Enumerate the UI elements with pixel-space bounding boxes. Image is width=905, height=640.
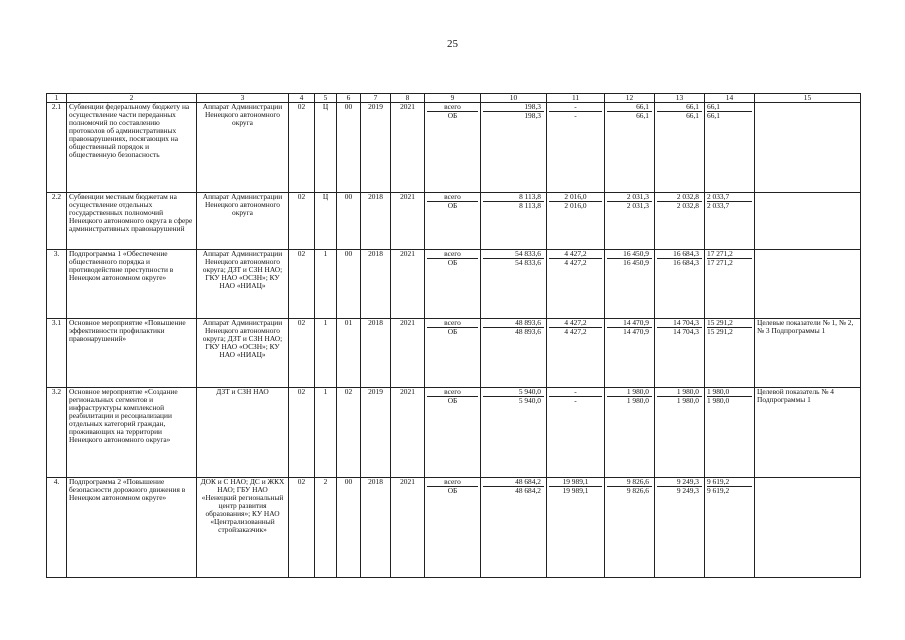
- funding-source-cell-total: всего: [427, 193, 478, 202]
- event-name-cell: Основное мероприятие «Создание региональных сегментов и инфраструктуры комплексной реабилитации и ресоциализации отдельных категорий граждан, проживающих на территории Ненецкого автономного округа»: [67, 388, 197, 478]
- target-indicators-cell: Целевые показатели № 1, № 2, № 3 Подпрограммы 1: [755, 319, 861, 388]
- amount-2020-cell-ob: 16 684,3: [673, 258, 699, 267]
- header-cell: 1: [47, 94, 67, 103]
- executor-cell: Аппарат Администрации Ненецкого автономного округа: [197, 193, 289, 250]
- funding-source-cell-total: всего: [427, 388, 478, 397]
- row-number-cell: 3.1: [47, 319, 67, 388]
- amount-total-cell: [481, 478, 547, 578]
- amount-2020-cell: [655, 478, 705, 578]
- amount-2018-cell-ob: 4 427,2: [564, 258, 587, 267]
- amount-total-cell: [481, 193, 547, 250]
- executor-cell: Аппарат Администрации Ненецкого автономного округа: [197, 103, 289, 193]
- table-row: [47, 478, 861, 578]
- funding-source-cell: [425, 478, 481, 578]
- amount-2021-cell-ob: 2 033,7: [707, 201, 730, 210]
- amount-2018-cell-total: 19 989,1: [549, 478, 602, 487]
- year-start-cell: 2018: [361, 319, 391, 388]
- event-name-cell: Подпрограмма 2 «Повышение безопасности дорожного движения в Ненецком автономном округе»: [67, 478, 197, 578]
- event-name-cell: Субвенции федеральному бюджету на осуществление части переданных полномочий по составлению протоколов об административных правонарушениях, посягающих на общественный порядок и общественную безопасность: [67, 103, 197, 193]
- funding-source-cell-total: всего: [427, 478, 478, 487]
- amount-2018-cell-ob: 4 427,2: [564, 327, 587, 336]
- amount-2021-cell: [705, 193, 755, 250]
- year-start-cell: 2019: [361, 388, 391, 478]
- amount-2019-cell: [605, 193, 655, 250]
- amount-2020-cell-ob: 2 032,8: [676, 201, 699, 210]
- header-cell: 6: [337, 94, 361, 103]
- amount-total-cell-total: 198,3: [483, 103, 544, 112]
- year-start-cell: 2018: [361, 250, 391, 319]
- code-cell: 02: [337, 388, 361, 478]
- amount-total-cell-ob: 54 833,6: [515, 258, 541, 267]
- amount-2020-cell: [655, 388, 705, 478]
- executor-cell: ДОК и С НАО; ДС и ЖКХ НАО; ГБУ НАО «Ненецкий региональный центр развития образования»; КУ НАО «Централизованный стройзаказчик»: [197, 478, 289, 578]
- amount-2018-cell-ob: -: [574, 111, 577, 120]
- funding-source-cell-total: всего: [427, 250, 478, 259]
- amount-2019-cell-ob: 9 826,6: [626, 486, 649, 495]
- code-cell: 02: [289, 478, 315, 578]
- amount-2020-cell: [655, 250, 705, 319]
- amount-2021-cell-total: 2 033,7: [707, 193, 752, 202]
- header-cell: 15: [755, 94, 861, 103]
- amount-2019-cell-total: 14 470,9: [607, 319, 652, 328]
- amount-2021-cell-ob: 66,1: [707, 111, 720, 120]
- header-cell: 14: [705, 94, 755, 103]
- amount-2020-cell-total: 66,1: [657, 103, 702, 112]
- amount-2019-cell: [605, 103, 655, 193]
- row-number-cell: 3.: [47, 250, 67, 319]
- header-cell: 4: [289, 94, 315, 103]
- amount-total-cell-total: 48 893,6: [483, 319, 544, 328]
- amount-total-cell-ob: 198,3: [524, 111, 541, 120]
- amount-total-cell-ob: 48 893,6: [515, 327, 541, 336]
- row-number-cell: 3.2: [47, 388, 67, 478]
- table-row: [47, 193, 861, 250]
- amount-2018-cell: [547, 103, 605, 193]
- year-start-cell: 2019: [361, 103, 391, 193]
- code-cell: 1: [315, 319, 337, 388]
- amount-2019-cell: [605, 319, 655, 388]
- amount-2020-cell-ob: 1 980,0: [676, 396, 699, 405]
- funding-source-cell-ob: ОБ: [447, 258, 458, 267]
- row-number-cell: 2.1: [47, 103, 67, 193]
- event-name-cell: Подпрограмма 1 «Обеспечение общественного порядка и противодействие преступности в Ненецком автономном округе»: [67, 250, 197, 319]
- row-number-cell: 2.2: [47, 193, 67, 250]
- amount-2019-cell-ob: 14 470,9: [623, 327, 649, 336]
- funding-source-cell-total: всего: [427, 319, 478, 328]
- header-cell: 13: [655, 94, 705, 103]
- amount-2018-cell-total: -: [549, 103, 602, 112]
- amount-2020-cell-total: 1 980,0: [657, 388, 702, 397]
- amount-2021-cell-total: 15 291,2: [707, 319, 752, 328]
- code-cell: 00: [337, 103, 361, 193]
- executor-cell: ДЗТ и СЗН НАО: [197, 388, 289, 478]
- amount-2018-cell-total: 4 427,2: [549, 319, 602, 328]
- year-end-cell: 2021: [391, 478, 425, 578]
- target-indicators-cell: [755, 250, 861, 319]
- code-cell: 02: [289, 388, 315, 478]
- executor-cell: Аппарат Администрации Ненецкого автономного округа; ДЗТ и СЗН НАО; ГКУ НАО «ОСЗН»; КУ НАО «НИАЦ»: [197, 319, 289, 388]
- amount-2019-cell-ob: 1 980,0: [626, 396, 649, 405]
- amount-total-cell: [481, 388, 547, 478]
- amount-2021-cell-ob: 1 980,0: [707, 396, 730, 405]
- year-start-cell: 2018: [361, 478, 391, 578]
- target-indicators-cell: [755, 103, 861, 193]
- code-cell: 1: [315, 388, 337, 478]
- code-cell: 2: [315, 478, 337, 578]
- amount-2018-cell: [547, 250, 605, 319]
- amount-2021-cell-total: 17 271,2: [707, 250, 752, 259]
- amount-2018-cell-ob: -: [574, 396, 577, 405]
- amount-total-cell-total: 48 684,2: [483, 478, 544, 487]
- header-row: [47, 94, 861, 103]
- amount-2021-cell-total: 9 619,2: [707, 478, 752, 487]
- funding-source-cell-total: всего: [427, 103, 478, 112]
- amount-2019-cell-ob: 66,1: [636, 111, 649, 120]
- amount-2019-cell: [605, 250, 655, 319]
- code-cell: 01: [337, 319, 361, 388]
- amount-2018-cell: [547, 478, 605, 578]
- amount-2018-cell-total: 4 427,2: [549, 250, 602, 259]
- header-cell: 10: [481, 94, 547, 103]
- code-cell: Ц: [315, 193, 337, 250]
- code-cell: Ц: [315, 103, 337, 193]
- funding-source-cell: [425, 388, 481, 478]
- funding-source-cell-ob: ОБ: [447, 111, 458, 120]
- year-end-cell: 2021: [391, 319, 425, 388]
- funding-source-cell: [425, 103, 481, 193]
- amount-total-cell-ob: 8 113,8: [519, 201, 541, 210]
- amount-2021-cell: [705, 250, 755, 319]
- amount-2020-cell-ob: 14 704,3: [673, 327, 699, 336]
- amount-2021-cell: [705, 478, 755, 578]
- table-row: [47, 103, 861, 193]
- header-cell: 11: [547, 94, 605, 103]
- amount-2020-cell-ob: 66,1: [686, 111, 699, 120]
- target-indicators-cell: Целевой показатель № 4 Подпрограммы 1: [755, 388, 861, 478]
- table-row: [47, 388, 861, 478]
- code-cell: 02: [289, 250, 315, 319]
- header-cell: 7: [361, 94, 391, 103]
- header-cell: 12: [605, 94, 655, 103]
- amount-2019-cell-total: 1 980,0: [607, 388, 652, 397]
- header-cell: 5: [315, 94, 337, 103]
- code-cell: 00: [337, 478, 361, 578]
- executor-cell: Аппарат Администрации Ненецкого автономного округа; ДЗТ и СЗН НАО; ГКУ НАО «ОСЗН»; КУ НАО «НИАЦ»: [197, 250, 289, 319]
- amount-2019-cell-total: 9 826,6: [607, 478, 652, 487]
- amount-2018-cell-ob: 2 016,0: [564, 201, 587, 210]
- funding-source-cell: [425, 319, 481, 388]
- amount-total-cell-ob: 5 940,0: [518, 396, 541, 405]
- amount-2021-cell-ob: 15 291,2: [707, 327, 733, 336]
- funding-source-cell: [425, 250, 481, 319]
- amount-2019-cell-ob: 2 031,3: [626, 201, 649, 210]
- code-cell: 02: [289, 319, 315, 388]
- funding-source-cell-ob: ОБ: [447, 201, 458, 210]
- amount-2020-cell-total: 9 249,3: [657, 478, 702, 487]
- code-cell: 1: [315, 250, 337, 319]
- funding-source-cell-ob: ОБ: [447, 327, 458, 336]
- event-name-cell: Основное мероприятие «Повышение эффективности профилактики правонарушений»: [67, 319, 197, 388]
- amount-total-cell-ob: 48 684,2: [515, 486, 541, 495]
- amount-total-cell-total: 54 833,6: [483, 250, 544, 259]
- funding-source-cell-ob: ОБ: [447, 486, 458, 495]
- amount-2021-cell: [705, 103, 755, 193]
- amount-2018-cell: [547, 193, 605, 250]
- amount-2021-cell-ob: 17 271,2: [707, 258, 733, 267]
- amount-2019-cell-total: 16 450,9: [607, 250, 652, 259]
- table-row: [47, 319, 861, 388]
- amount-2020-cell: [655, 103, 705, 193]
- amount-2018-cell-ob: 19 989,1: [562, 486, 589, 495]
- amount-2021-cell: [705, 319, 755, 388]
- code-cell: 02: [289, 193, 315, 250]
- amount-2019-cell-ob: 16 450,9: [623, 258, 649, 267]
- amount-2020-cell: [655, 193, 705, 250]
- year-end-cell: 2021: [391, 250, 425, 319]
- header-cell: 9: [425, 94, 481, 103]
- amount-2020-cell-ob: 9 249,3: [676, 486, 699, 495]
- amount-2019-cell-total: 2 031,3: [607, 193, 652, 202]
- year-start-cell: 2018: [361, 193, 391, 250]
- target-indicators-cell: [755, 478, 861, 578]
- amount-total-cell: [481, 103, 547, 193]
- amount-2021-cell-total: 1 980,0: [707, 388, 752, 397]
- target-indicators-cell: [755, 193, 861, 250]
- funding-source-cell: [425, 193, 481, 250]
- budget-table: [46, 93, 861, 578]
- amount-2021-cell-ob: 9 619,2: [707, 486, 730, 495]
- amount-2020-cell: [655, 319, 705, 388]
- table-row: [47, 250, 861, 319]
- header-cell: 3: [197, 94, 289, 103]
- amount-2020-cell-total: 14 704,3: [657, 319, 702, 328]
- amount-2021-cell-total: 66,1: [707, 103, 752, 112]
- amount-2019-cell: [605, 478, 655, 578]
- row-number-cell: 4.: [47, 478, 67, 578]
- amount-2020-cell-total: 2 032,8: [657, 193, 702, 202]
- funding-source-cell-ob: ОБ: [447, 396, 458, 405]
- amount-2020-cell-total: 16 684,3: [657, 250, 702, 259]
- amount-2018-cell-total: 2 016,0: [549, 193, 602, 202]
- code-cell: 00: [337, 250, 361, 319]
- amount-2018-cell: [547, 319, 605, 388]
- event-name-cell: Субвенции местным бюджетам на осуществление отдельных государственных полномочий Ненецкого автономного округа в сфере административных правонарушений: [67, 193, 197, 250]
- code-cell: 00: [337, 193, 361, 250]
- code-cell: 02: [289, 103, 315, 193]
- amount-total-cell: [481, 250, 547, 319]
- page-number: 25: [447, 38, 458, 50]
- year-end-cell: 2021: [391, 103, 425, 193]
- amount-2019-cell-total: 66,1: [607, 103, 652, 112]
- year-end-cell: 2021: [391, 193, 425, 250]
- amount-2018-cell-total: -: [549, 388, 602, 397]
- amount-2019-cell: [605, 388, 655, 478]
- amount-2021-cell: [705, 388, 755, 478]
- year-end-cell: 2021: [391, 388, 425, 478]
- amount-total-cell: [481, 319, 547, 388]
- amount-2018-cell: [547, 388, 605, 478]
- amount-total-cell-total: 5 940,0: [483, 388, 544, 397]
- amount-total-cell-total: 8 113,8: [483, 193, 544, 202]
- header-cell: 8: [391, 94, 425, 103]
- header-cell: 2: [67, 94, 197, 103]
